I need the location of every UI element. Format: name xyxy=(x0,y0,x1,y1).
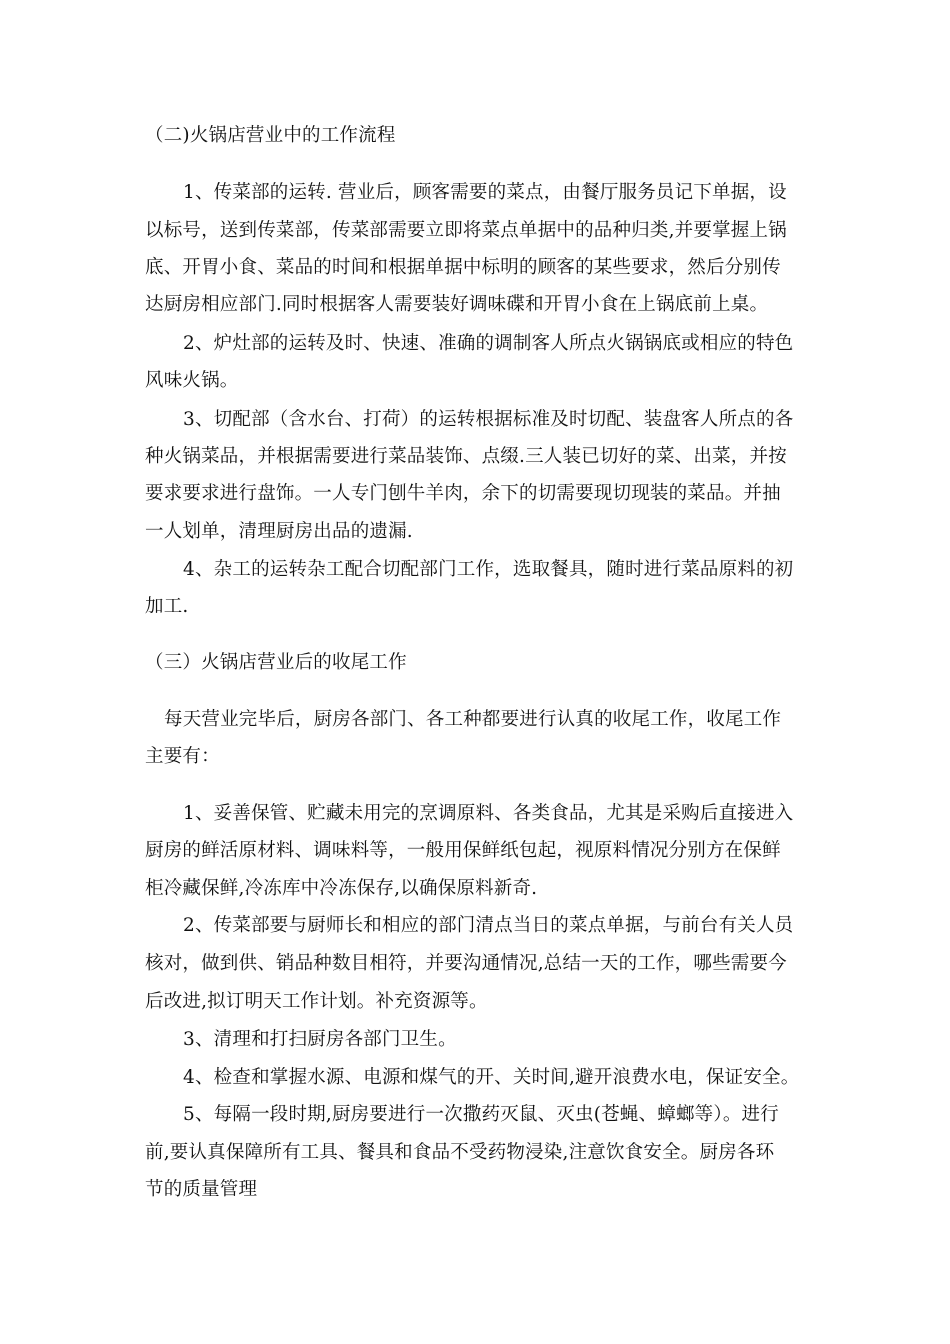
paragraph-line: 一人划单，清理厨房出品的遗漏. xyxy=(145,521,413,542)
paragraph-line: 1、传菜部的运转. 营业后，顾客需要的菜点，由餐厅服务员记下单据，设 xyxy=(183,182,787,203)
paragraph-line: 5、每隔一段时期,厨房要进行一次撒药灭鼠、灭虫(苍蝇、蟑螂等）。进行 xyxy=(183,1104,779,1125)
paragraph-line: 种火锅菜品，并根据需要进行菜品装饰、点缀.三人装已切好的菜、出菜，并按 xyxy=(145,446,787,467)
paragraph-line: 每天营业完毕后，厨房各部门、各工种都要进行认真的收尾工作，收尾工作 xyxy=(164,709,782,730)
paragraph-line: 3、切配部（含水台、打荷）的运转根据标准及时切配、装盘客人所点的各 xyxy=(183,409,794,430)
paragraph-line: 底、开胃小食、菜品的时间和根据单据中标明的顾客的某些要求，然后分别传 xyxy=(145,257,781,278)
paragraph-line: 1、妥善保管、贮藏未用完的烹调原料、各类食品，尤其是采购后直接进入 xyxy=(183,803,794,824)
paragraph-line: 厨房的鲜活原材料、调味料等，一般用保鲜纸包起，视原料情况分别方在保鲜 xyxy=(145,840,781,861)
paragraph-line: 前,要认真保障所有工具、餐具和食品不受药物浸染,注意饮食安全。厨房各环 xyxy=(145,1142,775,1163)
paragraph-line: 柜冷藏保鲜,冷冻库中冷冻保存,以确保原料新奇. xyxy=(145,878,538,899)
paragraph-line: 2、炉灶部的运转及时、快速、准确的调制客人所点火锅锅底或相应的特色 xyxy=(183,333,794,354)
section-heading-3: （三）火锅店营业后的收尾工作 xyxy=(145,652,407,673)
paragraph-line: 4、杂工的运转杂工配合切配部门工作，选取餐具，随时进行菜品原料的初 xyxy=(183,559,794,580)
paragraph-line: 后改进,拟订明天工作计划。补充资源等。 xyxy=(145,991,488,1012)
paragraph-line: 2、传菜部要与厨师长和相应的部门清点当日的菜点单据，与前台有关人员 xyxy=(183,915,794,936)
paragraph-line: 以标号，送到传菜部，传菜部需要立即将菜点单据中的品种归类,并要掌握上锅 xyxy=(145,220,787,241)
paragraph-line: 风味火锅。 xyxy=(145,370,239,391)
paragraph-line: 3、清理和打扫厨房各部门卫生。 xyxy=(183,1029,457,1050)
paragraph-line: 加工. xyxy=(145,596,189,617)
paragraph-line: 要求要求进行盘饰。一人专门刨牛羊肉，余下的切需要现切现装的菜品。并抽 xyxy=(145,483,781,504)
paragraph-line: 主要有： xyxy=(145,746,220,767)
paragraph-line: 核对，做到供、销品种数目相符，并要沟通情况,总结一天的工作，哪些需要今 xyxy=(145,953,787,974)
section-heading-2: （二)火锅店营业中的工作流程 xyxy=(145,125,396,146)
paragraph-line: 4、检查和掌握水源、电源和煤气的开、关时间,避开浪费水电，保证安全。 xyxy=(183,1067,800,1088)
paragraph-line: 节的质量管理 xyxy=(145,1179,258,1200)
paragraph-line: 达厨房相应部门.同时根据客人需要装好调味碟和开胃小食在上锅底前上桌。 xyxy=(145,294,769,315)
